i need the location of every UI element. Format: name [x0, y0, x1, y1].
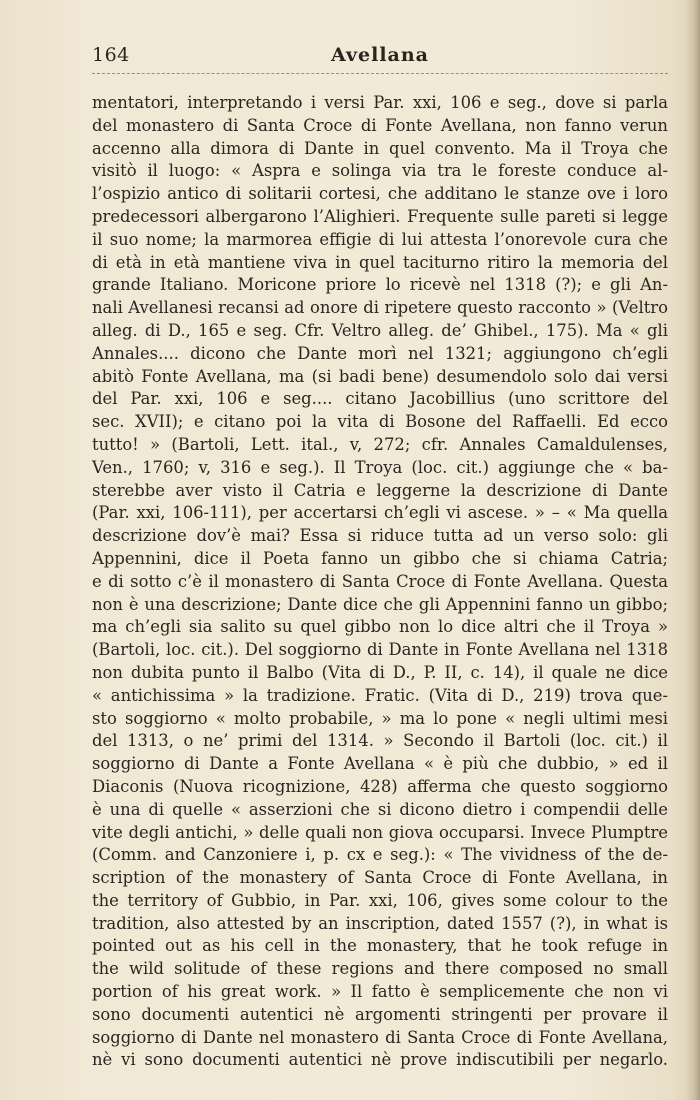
body-text [92, 92, 668, 1072]
text-line: vite degli antichi, » delle quali non giova occuparsi. Invece Plumptre [92, 822, 668, 842]
text-line: e di sotto c’è il monastero di Santa Croce di Fonte Avellana. Questa [92, 571, 668, 591]
text-line: non è una descrizione; Dante dice che gli Appennini fanno un gibbo; [92, 594, 668, 614]
text-line: sec. XVII); e citano poi la vita di Bosone del Raffaelli. Ed ecco [92, 412, 668, 432]
text-line: del 1313, o ne’ primi del 1314. » Secondo il Bartoli (loc. cit.) il [92, 731, 668, 751]
text-line: mentatori, interpretando i versi Par. xxi, 106 e seg., dove si parla [92, 93, 668, 112]
text-line: accenno alla dimora di Dante in quel convento. Ma il Troya che [92, 138, 668, 158]
text-line: (Bartoli, loc. cit.). Del soggiorno di Dante in Fonte Avellana nel 1318 [92, 640, 668, 660]
text-line: del monastero di Santa Croce di Fonte Avellana, non fanno verun [92, 115, 668, 135]
text-line: di età in età mantiene viva in quel taciturno ritiro la memoria del [92, 252, 668, 272]
text-line: il suo nome; la marmorea effigie di lui attesta l’onorevole cura che [92, 229, 668, 249]
text-line: « antichissima » la tradizione. Fratic. (Vita di D., 219) trova que- [92, 685, 668, 705]
text-line: Annales.... dicono che Dante morì nel 1321; aggiungono ch’egli [92, 343, 668, 363]
text-line: non dubita punto il Balbo (Vita di D., P. II, c. 14), il quale ne dice [92, 662, 668, 682]
text-line: portion of his great work. » Il fatto è semplicemente che non vi [92, 982, 668, 1002]
text-line: tutto! » (Bartoli, Lett. ital., v, 272; cfr. Annales Camaldulenses, [92, 434, 668, 454]
text-line: Appennini, dice il Poeta fanno un gibbo che si chiama Catria; [92, 548, 668, 568]
header-rule [92, 73, 668, 74]
text-line: visitò il luogo: « Aspra e solinga via tra le foreste conduce al- [92, 161, 668, 181]
text-line: nali Avellanesi recansi ad onore di ripetere questo racconto » (Veltro [92, 298, 668, 318]
text-line: grande Italiano. Moricone priore lo ricevè nel 1318 (?); e gli An- [92, 275, 668, 295]
text-line: descrizione dov’è mai? Essa si riduce tutta ad un verso solo: gli [92, 526, 668, 546]
text-line: (Par. xxi, 106-111), per accertarsi ch’egli vi ascese. » – « Ma quella [92, 503, 668, 523]
text-line: tradition, also attested by an inscription, dated 1557 (?), in what is [92, 913, 668, 933]
text-line: alleg. di D., 165 e seg. Cfr. Veltro alleg. de’ Ghibel., 175). Ma « gli [92, 320, 668, 340]
page-header [92, 40, 668, 70]
text-line: abitò Fonte Avellana, ma (si badi bene) desumendolo solo dai versi [92, 366, 668, 386]
text-line: ma ch’egli sia salito su quel gibbo non lo dice altri che il Troya » [92, 617, 668, 637]
text-line: l’ospizio antico di solitarii cortesi, che additano le stanze ove i loro [92, 184, 668, 204]
text-line: sono documenti autentici nè argomenti stringenti per provare il [92, 1004, 668, 1024]
text-line: Diaconis (Nuova ricognizione, 428) afferma che questo soggiorno [92, 776, 668, 796]
text-line: nè vi sono documenti autentici nè prove indiscutibili per negarlo. [92, 1050, 668, 1070]
text-line: sto soggiorno « molto probabile, » ma lo pone « negli ultimi mesi [92, 708, 668, 728]
text-line: del Par. xxi, 106 e seg.... citano Jacobillius (uno scrittore del [92, 389, 668, 409]
text-line: the wild solitude of these regions and there composed no small [92, 959, 668, 979]
running-title: Avellana [331, 44, 429, 66]
text-line: soggiorno di Dante a Fonte Avellana « è più che dubbio, » ed il [92, 754, 668, 774]
text-line: soggiorno di Dante nel monastero di Santa Croce di Fonte Avellana, [92, 1027, 668, 1047]
text-line: predecessori albergarono l’Alighieri. Frequente sulle pareti si legge [92, 206, 668, 226]
text-line: pointed out as his cell in the monastery, that he took refuge in [92, 936, 668, 956]
text-line: Ven., 1760; v, 316 e seg.). Il Troya (loc. cit.) aggiunge che « ba- [92, 457, 668, 477]
page-edge-shadow [686, 0, 700, 1100]
text-line: sterebbe aver visto il Catria e leggerne la descrizione di Dante [92, 480, 668, 500]
page-number: 164 [92, 44, 130, 66]
text-line: scription of the monastery of Santa Croce di Fonte Avellana, in [92, 868, 668, 888]
text-line: è una di quelle « asserzioni che si dicono dietro i compendii delle [92, 799, 668, 819]
text-line: the territory of Gubbio, in Par. xxi, 106, gives some colour to the [92, 890, 668, 910]
text-line: (Comm. and Canzoniere i, p. cx e seg.): « The vividness of the de- [92, 845, 668, 865]
